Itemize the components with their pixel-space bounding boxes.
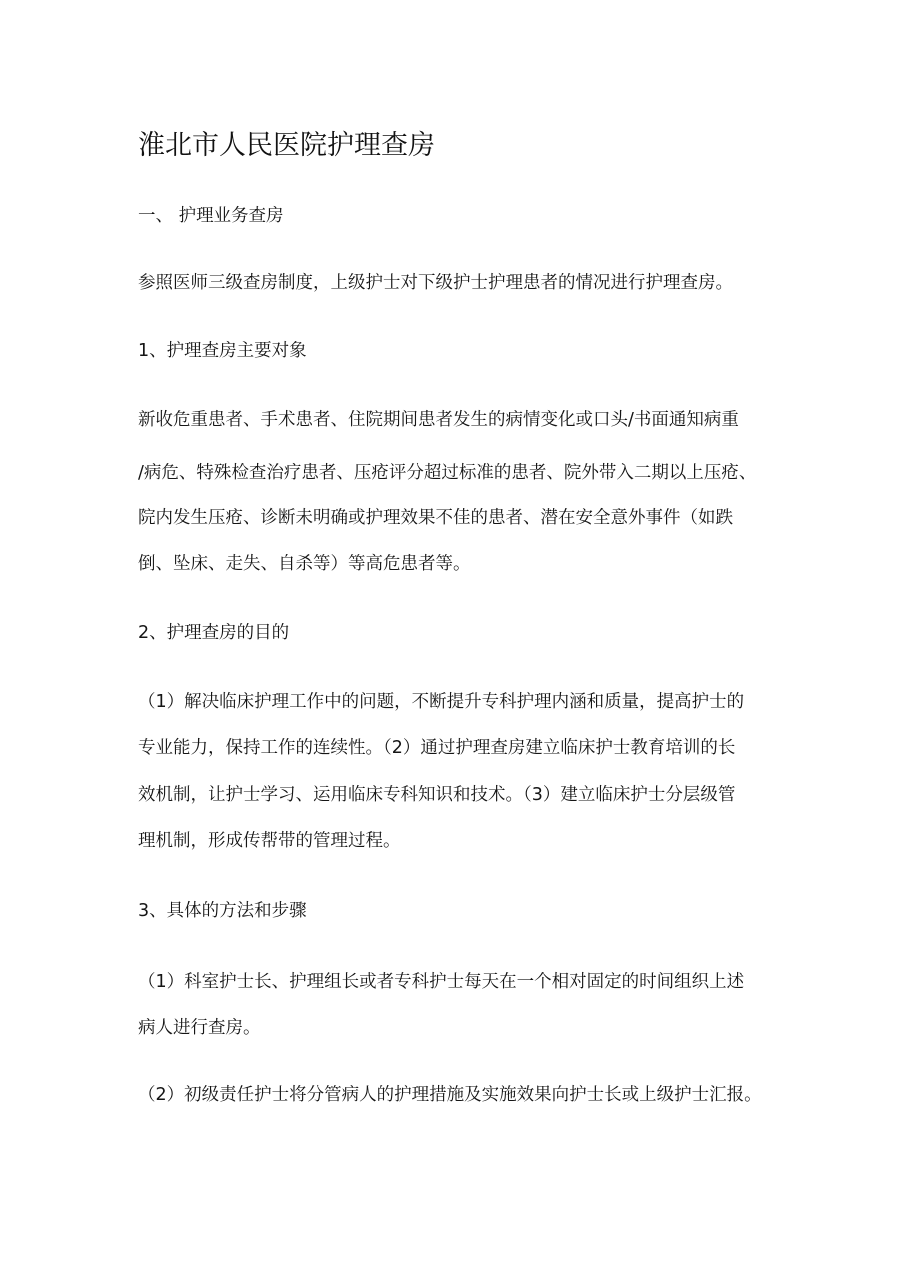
item-2-heading: 2、护理查房的目的 xyxy=(138,623,290,643)
document-title: 淮北市人民医院护理查房 xyxy=(138,130,435,161)
item-1-line: 院内发生压疮、诊断未明确或护理效果不佳的患者、潜在安全意外事件（如跌 xyxy=(138,508,733,528)
item-2-line: 理机制，形成传帮带的管理过程。 xyxy=(138,831,401,851)
item-3-heading: 3、具体的方法和步骤 xyxy=(138,901,307,921)
item-1-line: 倒、坠床、走失、自杀等）等高危患者等。 xyxy=(138,554,471,574)
item-2-line: 效机制，让护士学习、运用临床专科知识和技术。（3）建立临床护士分层级管 xyxy=(138,785,736,805)
item-2-line: （1）解决临床护理工作中的问题，不断提升专科护理内涵和质量，提高护士的 xyxy=(138,692,745,712)
item-3-step-1-line: （1）科室护士长、护理组长或者专科护士每天在一个相对固定的时间组织上述 xyxy=(138,972,745,992)
item-2-line: 专业能力，保持工作的连续性。（2）通过护理查房建立临床护士教育培训的长 xyxy=(138,738,736,758)
item-1-heading: 1、护理查房主要对象 xyxy=(138,341,307,361)
item-3-step-1-line: 病人进行查房。 xyxy=(138,1018,261,1038)
item-1-line: /病危、特殊检查治疗患者、压疮评分超过标准的患者、院外带入二期以上压疮、 xyxy=(138,463,757,483)
section-heading: 一、 护理业务查房 xyxy=(138,206,284,226)
item-3-step-2-line: （2）初级责任护士将分管病人的护理措施及实施效果向护士长或上级护士汇报。 xyxy=(138,1085,762,1105)
item-1-line: 新收危重患者、手术患者、住院期间患者发生的病情变化或口头/书面通知病重 xyxy=(138,410,739,430)
section-intro: 参照医师三级查房制度，上级护士对下级护士护理患者的情况进行护理查房。 xyxy=(138,273,733,293)
